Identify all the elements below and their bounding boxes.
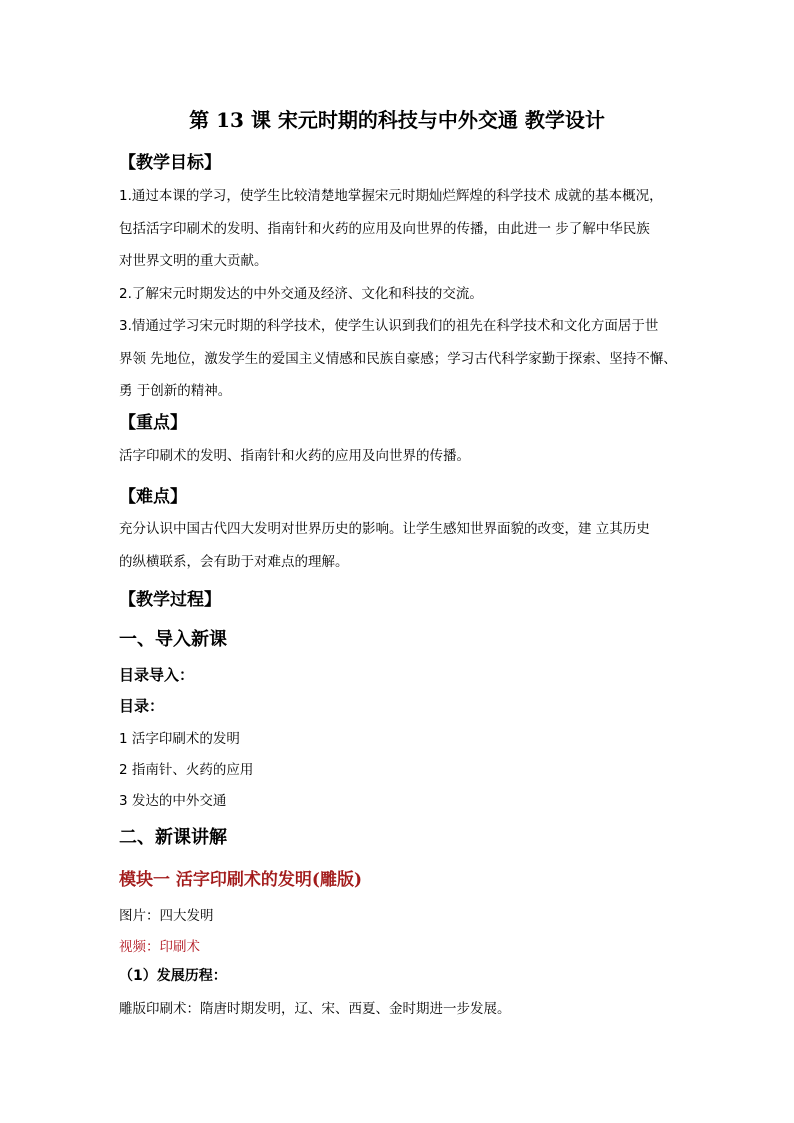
objectives-line: 1.通过本课的学习，使学生比较清楚地掌握宋元时期灿烂辉煌的科学技术 成就的基本概况，: [119, 188, 663, 204]
picture-line: 图片：四大发明: [119, 908, 214, 924]
development-text: 雕版印刷术：隋唐时期发明，辽、宋、西夏、金时期进一步发展。: [119, 1001, 511, 1017]
catalog-label: 目录：: [119, 697, 165, 715]
objectives-line: 对世界文明的重大贡献。: [119, 253, 268, 269]
objectives-line: 3.情通过学习宋元时期的科学技术，使学生认识到我们的祖先在科学技术和文化方面居于世: [119, 318, 659, 334]
objectives-heading: 【教学目标】: [119, 153, 221, 173]
difficulty-paragraph: [119, 513, 679, 578]
video-line: 视频：印刷术: [119, 939, 200, 955]
document-title: 第 13 课 宋元时期的科技与中外交通 教学设计: [189, 108, 605, 132]
catalog-intro: 目录导入：: [119, 666, 195, 684]
objectives-line: 包括活字印刷术的发明、指南针和火药的应用及向世界的传播，由此进一 步了解中华民族: [119, 220, 650, 237]
objectives-paragraph: [119, 180, 679, 408]
process-heading: 【教学过程】: [119, 590, 221, 610]
objectives-line: 2.了解宋元时期发达的中外交通及经济、文化和科技的交流。: [119, 285, 483, 302]
catalog-item: 1 活字印刷术的发明: [119, 731, 240, 747]
module1-heading: 模块一 活字印刷术的发明(雕版): [119, 870, 363, 890]
key-heading: 【重点】: [119, 413, 187, 433]
catalog-item: 2 指南针、火药的应用: [119, 762, 254, 778]
section1-heading: 一、导入新课: [119, 629, 227, 650]
development-heading: （1）发展历程：: [119, 968, 227, 984]
objectives-line: 界领 先地位，激发学生的爱国主义情感和民族自豪感；学习古代科学家勤于探索、坚持不懈、: [119, 350, 677, 367]
objectives-line: 勇 于创新的精神。: [119, 383, 232, 399]
catalog-item: 3 发达的中外交通: [119, 793, 227, 809]
difficulty-line: 充分认识中国古代四大发明对世界历史的影响。让学生感知世界面貌的改变，建 立其历史: [119, 521, 650, 537]
difficulty-line: 的纵横联系，会有助于对难点的理解。: [119, 553, 349, 570]
section2-heading: 二、新课讲解: [119, 827, 227, 848]
difficulty-heading: 【难点】: [119, 487, 187, 507]
key-text: 活字印刷术的发明、指南针和火药的应用及向世界的传播。: [119, 448, 470, 464]
